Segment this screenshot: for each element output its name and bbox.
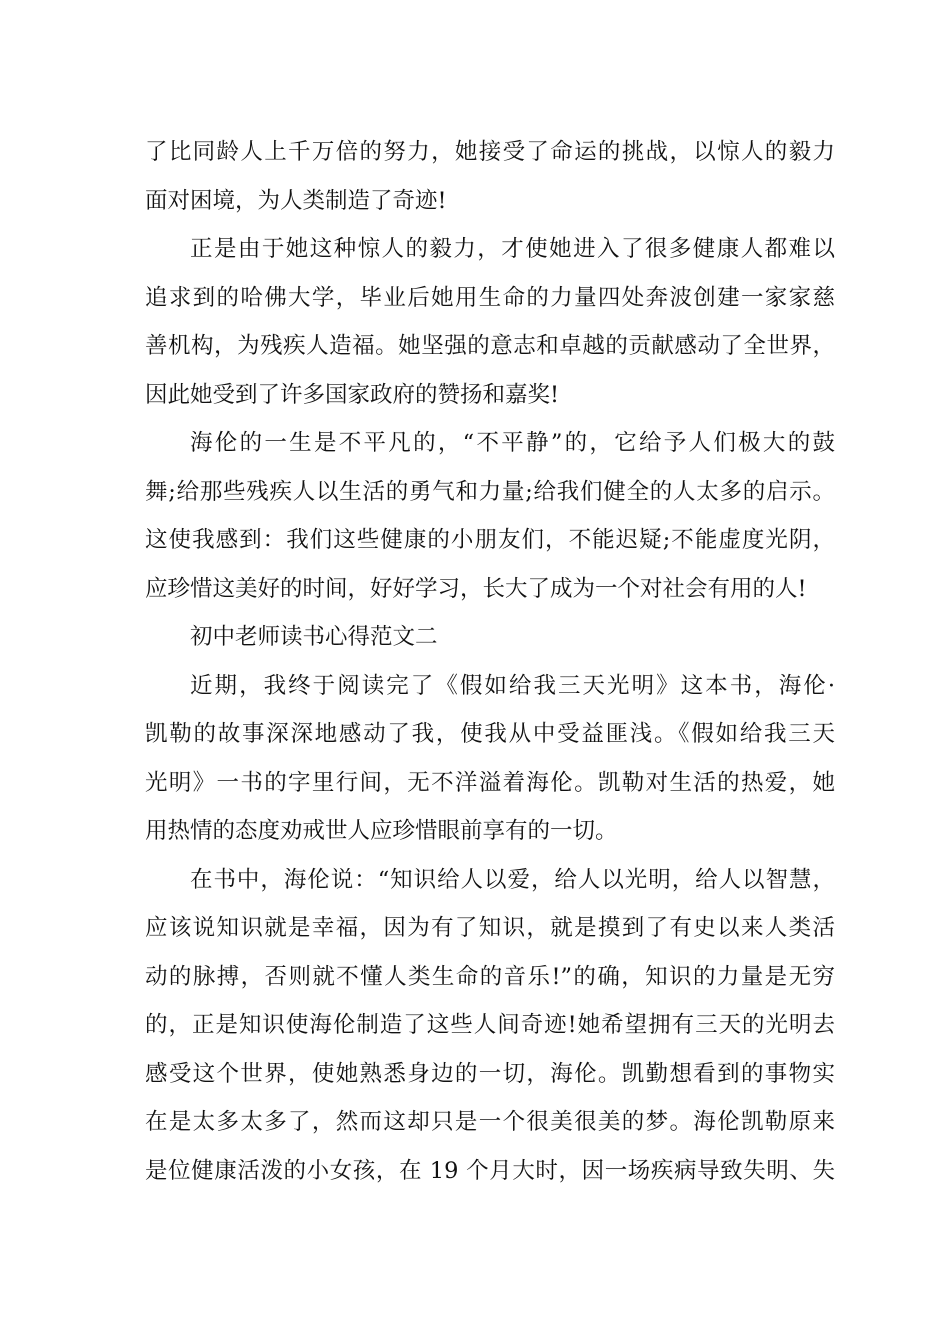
text-line: 感受这个世界，使她熟悉身边的一切，海伦。凯勤想看到的事物实 <box>145 1060 835 1087</box>
text-line: 的，正是知识使海伦制造了这些人间奇迹!她希望拥有三天的光明去 <box>145 1012 835 1038</box>
document-body <box>145 128 835 1195</box>
text-line: 面对困境，为人类制造了奇迹! <box>145 187 447 214</box>
text-line: 正是由于她这种惊人的毅力，才使她进入了很多健康人都难以 <box>190 236 835 262</box>
text-line: 在是太多太多了，然而这却只是一个很美很美的梦。海伦凯勒原来 <box>145 1109 835 1135</box>
text-line: 善机构，为残疾人造福。她坚强的意志和卓越的贡献感动了全世界， <box>145 333 835 359</box>
text-line: 追求到的哈佛大学，毕业后她用生命的力量四处奔波创建一家家慈 <box>145 284 835 311</box>
text-line: 近期，我终于阅读完了《假如给我三天光明》这本书，海伦· <box>190 672 835 699</box>
text-line: 是位健康活泼的小女孩，在 19 个月大时，因一场疾病导致失明、失 <box>145 1157 835 1184</box>
text-line: 凯勒的故事深深地感动了我，使我从中受益匪浅。《假如给我三天 <box>145 721 835 747</box>
text-line: 因此她受到了许多国家政府的赞扬和嘉奖! <box>145 381 560 408</box>
text-line: 了比同龄人上千万倍的努力，她接受了命运的挑战，以惊人的毅力 <box>145 139 835 165</box>
section-heading: 初中老师读书心得范文二 <box>190 624 438 650</box>
text-line: 应该说知识就是幸福，因为有了知识，就是摸到了有史以来人类活 <box>145 915 835 941</box>
text-line: 舞;给那些残疾人以生活的勇气和力量;给我们健全的人太多的启示。 <box>145 478 835 505</box>
text-line: 动的脉搏，否则就不懂人类生命的音乐!”的确，知识的力量是无穷 <box>145 963 835 990</box>
text-line: 海伦的一生是不平凡的，“不平静”的，它给予人们极大的鼓 <box>190 430 835 456</box>
text-line: 光明》一书的字里行间，无不洋溢着海伦。凯勒对生活的热爱，她 <box>145 769 835 796</box>
text-line: 用热情的态度劝戒世人应珍惜眼前享有的一切。 <box>145 818 618 844</box>
text-line: 在书中，海伦说：“知识给人以爱，给人以光明，给人以智慧， <box>190 866 835 893</box>
text-line: 这使我感到：我们这些健康的小朋友们，不能迟疑;不能虚度光阴， <box>145 527 835 553</box>
text-line: 应珍惜这美好的时间，好好学习，长大了成为一个对社会有用的人! <box>145 575 807 602</box>
